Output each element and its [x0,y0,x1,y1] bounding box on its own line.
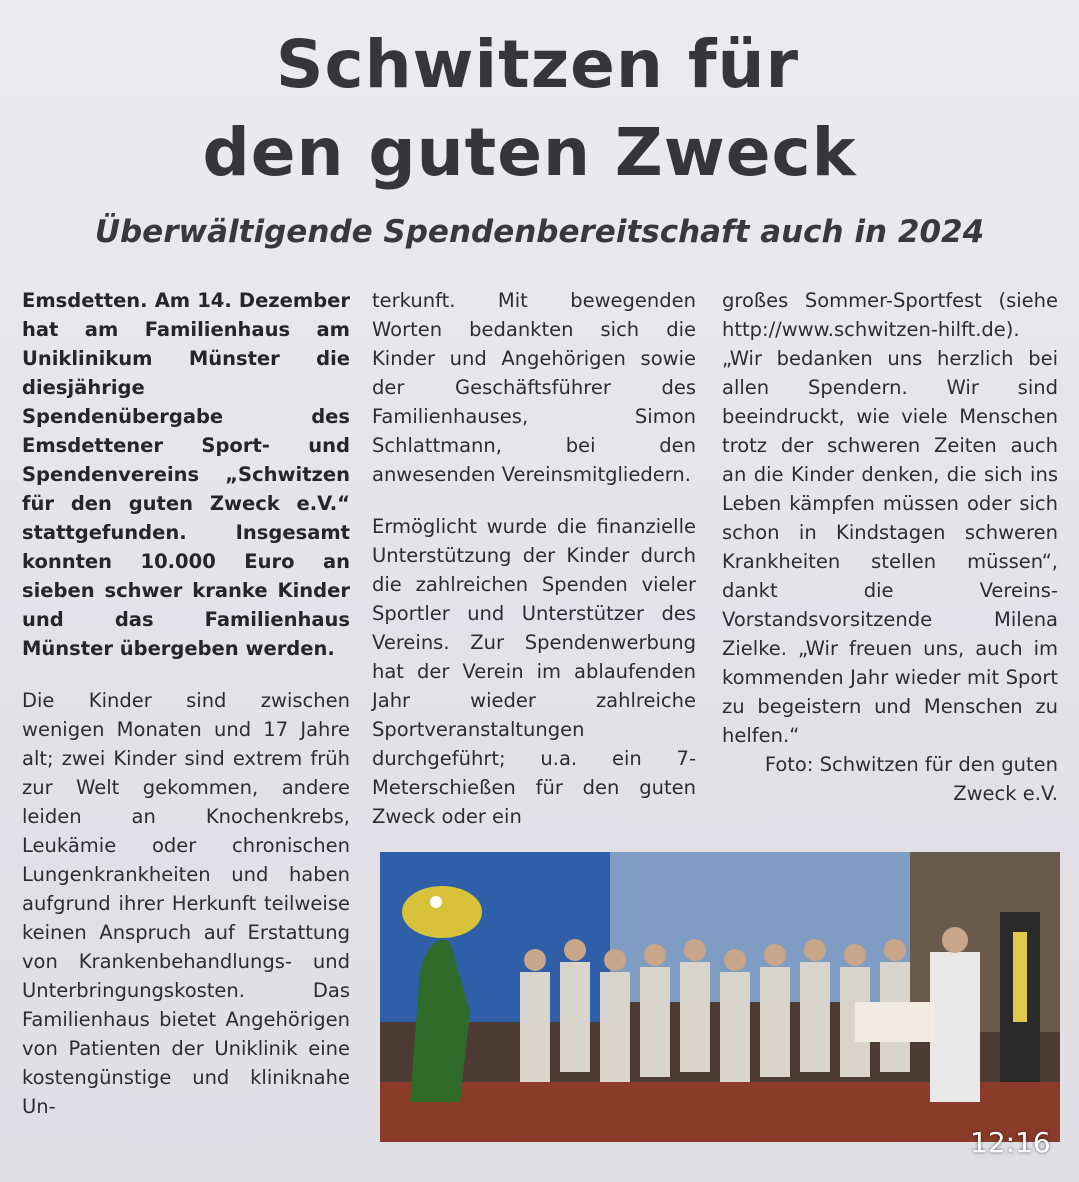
article-paragraph-1-continued: terkunft. Mit bewegenden Worten bedankten sich die Kinder und Angehörigen sowie der Geschäftsführer des Familienhauses, Simon Schlattmann, bei den anwesenden Vereinsmitgliedern. [372,289,696,486]
subheadline: Überwältigende Spendenbereitschaft auch in 2024 [94,214,985,250]
article-paragraph-2-continued: großes Sommer-Sportfest (siehe http://www.schwitzen-hilft.de). „Wir bedanken uns herzlich bei allen Spendern. Wir sind beeindruckt, wie viele Menschen trotz der schweren Zeiten auch an die Kinder denken, die sich ins Leben kämpfen müssen oder sich schon in Kindstagen schweren Krankheiten stellen müssen“, dankt die Vereins-Vorstandsvorsitzende Milena Zielke. „Wir freuen uns, auch im kommenden Jahr wieder mit Sport zu begeistern und Menschen zu helfen.“ [722,289,1058,747]
headline-line-2: den guten Zweck [202,114,857,191]
group-photo-illustration [380,852,1060,1142]
status-bar-time: 12:16 [970,1126,1051,1159]
article-column-1 [22,286,350,1121]
article-column-2 [372,286,696,831]
headline-line-1: Schwitzen für [275,26,800,103]
photo-credit: Foto: Schwitzen für den guten Zweck e.V. [764,753,1058,805]
article-paragraph-2: Ermöglicht wurde die finanzielle Unterstützung der Kinder durch die zahlreichen Spenden vieler Sportler und Unterstützer des Vereins. Zur Spendenwerbung hat der Verein im ablaufenden Jahr wieder zahlreiche Sportveranstaltungen durchgeführt; u.a. ein 7-Meterschießen für den guten Zweck oder ein [372,515,696,828]
article-paragraph-1: Die Kinder sind zwischen wenigen Monaten und 17 Jahre alt; zwei Kinder sind extrem früh zur Welt gekommen, andere leiden an Knochenkrebs, Leukämie oder chronischen Lungenkrankheiten und haben aufgrund ihrer Herkunft teilweise keinen Anspruch auf Erstattung von Krankenbehandlungs- und Unterbringungskosten. Das Familienhaus bietet Angehörigen von Patienten der Uniklinik eine kostengünstige und kliniknahe Un- [22,689,350,1118]
group-photo [380,852,1060,1142]
article-column-3 [722,286,1058,808]
article-lead: Emsdetten. Am 14. Dezember hat am Familienhaus am Uniklinikum Münster die diesjährige Spendenübergabe des Emsdettener Sport- und Spendenvereins „Schwitzen für den guten Zweck e.V.“ stattgefunden. Insgesamt konnten 10.000 Euro an sieben schwer kranke Kinder und das Familienhaus Münster übergeben werden. [22,289,350,660]
